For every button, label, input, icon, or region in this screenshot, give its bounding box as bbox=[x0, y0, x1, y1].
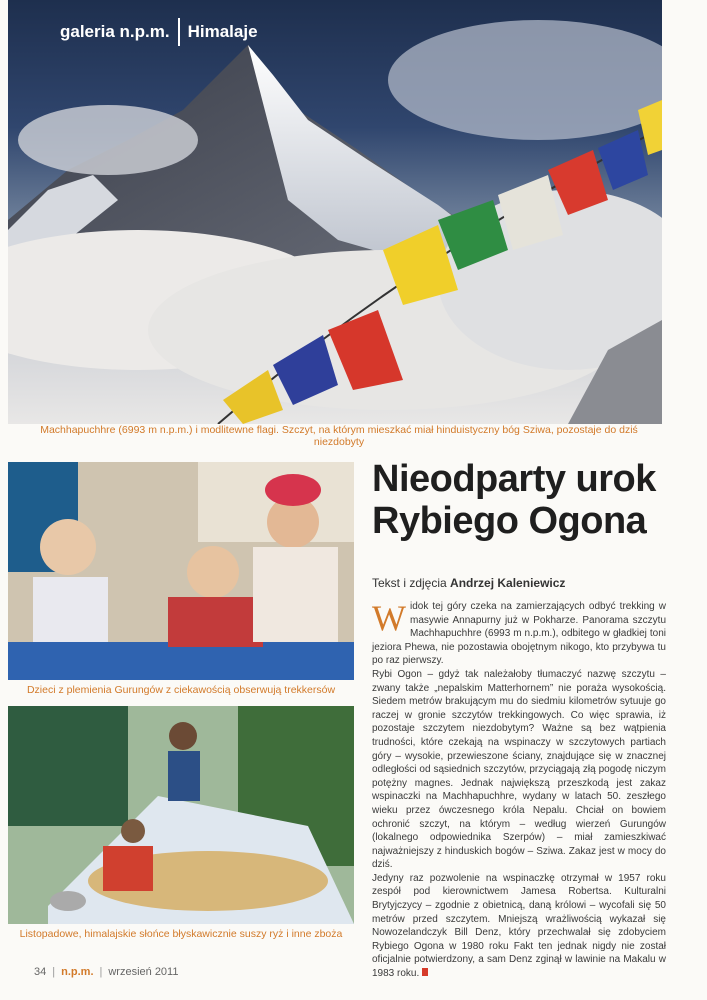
paragraph-3-text: Jedyny raz pozwolenie na wspinaczkę otrzymał w 1957 roku zespół pod kierownictwem Jamesa Robertsa. Kulturalni Brytyjczycy – zgodnie z obietnicą, daną królowi – wycofali się 50 metrów przed szczytem. Mniejszą wrażliwością wykazał się Nowozelandczyk Bill Denz, który przechwalał się zdobyciem Rybiego Ogona w 1980 roku Fakt ten jednak nigdy nie został oficjalnie potwierdzony, a sam Denz zginął w lawinie na Makalu w 1983 roku. bbox=[372, 872, 666, 980]
photo-rice-drying bbox=[8, 706, 354, 924]
end-mark-icon bbox=[422, 968, 428, 976]
magazine-name: n.p.m. bbox=[61, 966, 94, 978]
page-number: 34 bbox=[34, 966, 47, 978]
children-caption: Dzieci z plemienia Gurungów z ciekawością obserwują trekkersów bbox=[26, 684, 336, 696]
paragraph-1-text: idok tej góry czeka na zamierzających odbyć trekking w masywie Annapurny już w Pokharze. Panorama szczytu Machhapuchhre (6993 m n.p.m.), odbitego w gładkiej toni jeziora Phewa, nie pozostawia obojętnym nikogo, kto przybywa tu po raz pierwszy. bbox=[372, 601, 666, 667]
section-divider bbox=[178, 18, 180, 46]
drop-cap: W bbox=[372, 598, 406, 638]
author-name: Andrzej Kaleniewicz bbox=[450, 576, 566, 590]
title-line-2: Rybiego Ogona bbox=[372, 500, 647, 542]
article-title bbox=[372, 458, 672, 542]
pot bbox=[50, 891, 86, 911]
title-line-1: Nieodparty urok bbox=[372, 458, 656, 500]
photo-children bbox=[8, 462, 354, 680]
child-3-clothes bbox=[253, 547, 338, 642]
byline bbox=[372, 576, 565, 590]
hero-photo-machhapuchhre bbox=[8, 0, 662, 424]
mountain-illustration bbox=[8, 0, 662, 424]
woman-head bbox=[169, 722, 197, 750]
section-tag bbox=[60, 18, 258, 46]
child-1-clothes bbox=[33, 577, 108, 642]
paragraph-2: Rybi Ogon – gdyż tak należałoby tłumaczyć nazwę szczytu – zwany także „nepalskim Matterhornem” nie poraża wysokością. Siedem metrów brakującym mu do siedmiu kilometrów sytuuje go raczej w gronie szczytów trekkingowych. Co więc sprawia, iż pozostaje szczytem niezdobytym? Ważne są bez wątpienia trudności, które czekają na wspinaczy w szczytowych partiach góry – wysokie, przewieszone ściany, znajdujące się w znacznej odległości od sąsiednich szczytów, przyciągają złą pogodę niczym potężny magnes. Jednak największą przeszkodą jest zakaz wspinaczki na Machhapuchhre, wydany w latach 50. zeszłego wieku przez ówczesnego króla Nepalu. Chciał on bowiem ochronić szczyt, na którym – według wierzeń Gurungów (lokalnego odpowiednika Szerpów) – miał zamieszkiwać najważniejszy z hinduskich bogów – Sziwa. Zakaz jest w mocy do dziś. bbox=[372, 668, 666, 871]
woman-body bbox=[168, 751, 200, 801]
elder-body bbox=[103, 846, 153, 891]
issue-date: wrzesień 2011 bbox=[108, 966, 179, 978]
footer-divider-1: | bbox=[52, 966, 56, 978]
rice-illustration bbox=[8, 706, 354, 924]
footer-divider-2: | bbox=[99, 966, 103, 978]
children-illustration bbox=[8, 462, 354, 680]
section-name: galeria n.p.m. bbox=[60, 22, 170, 41]
paragraph-3 bbox=[372, 872, 666, 981]
child-2-face bbox=[187, 546, 239, 598]
elder-head bbox=[121, 819, 145, 843]
child-2-clothes bbox=[168, 597, 263, 647]
section-topic: Himalaje bbox=[187, 22, 258, 41]
paragraph-1 bbox=[372, 600, 666, 668]
hero-caption: Machhapuchhre (6993 m n.p.m.) i modlitewne flagi. Szczyt, na którym mieszkać miał hinduistyczny bóg Sziwa, pozostaje do dziś niezdobyty bbox=[40, 424, 638, 448]
cloud-4 bbox=[18, 105, 198, 175]
house-wall bbox=[8, 706, 128, 826]
child-1-face bbox=[40, 519, 96, 575]
child-3-hat bbox=[265, 474, 321, 506]
cloud-5 bbox=[388, 20, 662, 140]
rice-caption: Listopadowe, himalajskie słońce błyskawicznie suszy ryż i inne zboża bbox=[19, 928, 343, 940]
blue-railing bbox=[8, 642, 354, 680]
article-body bbox=[372, 600, 666, 981]
page-footer bbox=[34, 966, 178, 978]
byline-prefix: Tekst i zdjęcia bbox=[372, 576, 447, 590]
